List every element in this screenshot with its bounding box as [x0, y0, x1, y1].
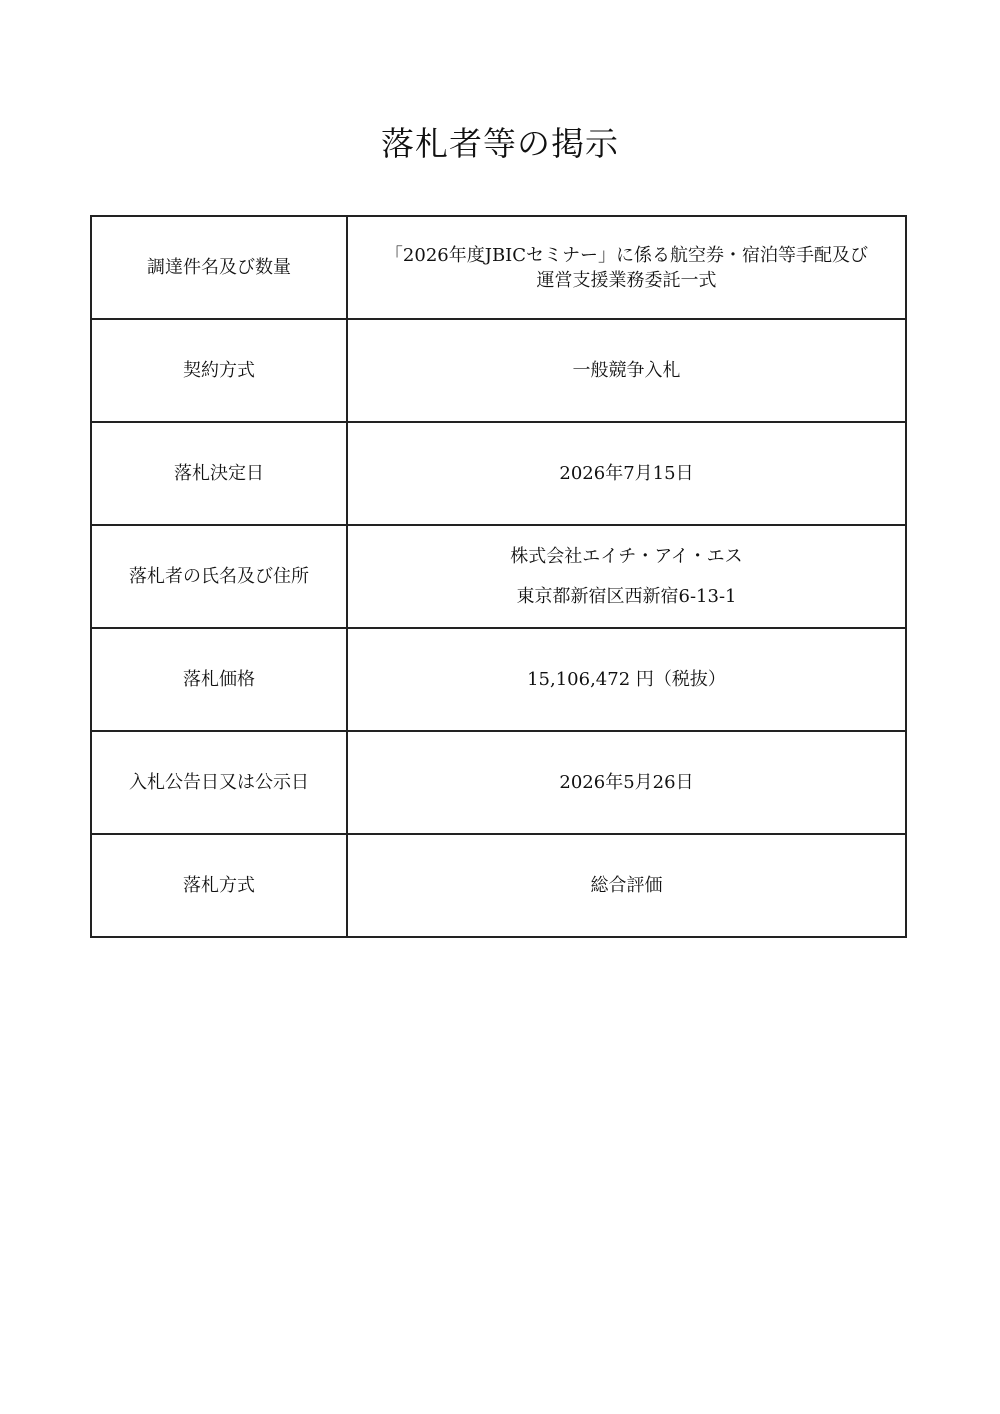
value-award-date: 2026年7月15日	[347, 422, 906, 525]
label-award-date: 落札決定日	[91, 422, 347, 525]
notice-table	[90, 215, 907, 938]
table-row-contract-method	[91, 319, 906, 422]
label-procurement-subject: 調達件名及び数量	[91, 216, 347, 319]
value-contract-method: 一般競争入札	[347, 319, 906, 422]
value-procurement-subject-line-2: 運営支援業務委託一式	[536, 269, 717, 291]
value-announcement-date: 2026年5月26日	[347, 731, 906, 834]
value-winner	[347, 525, 906, 628]
label-contract-method: 契約方式	[91, 319, 347, 422]
label-award-price: 落札価格	[91, 628, 347, 731]
table-row-announcement-date	[91, 731, 906, 834]
table-row-procurement-subject	[91, 216, 906, 319]
value-procurement-subject	[347, 216, 906, 319]
value-award-method: 総合評価	[347, 834, 906, 937]
label-announcement-date: 入札公告日又は公示日	[91, 731, 347, 834]
winner-spacer	[354, 569, 899, 584]
value-procurement-subject-line-1: 「2026年度JBICセミナー」に係る航空券・宿泊等手配及び	[384, 244, 869, 266]
page-title: 落札者等の掲示	[381, 124, 619, 163]
table-row-award-price	[91, 628, 906, 731]
value-award-price: 15,106,472 円（税抜）	[347, 628, 906, 731]
table-row-award-method	[91, 834, 906, 937]
table-row-award-date	[91, 422, 906, 525]
winner-address: 東京都新宿区西新宿6-13-1	[516, 586, 737, 607]
label-award-method: 落札方式	[91, 834, 347, 937]
table-row-winner	[91, 525, 906, 628]
winner-name: 株式会社エイチ・アイ・エス	[510, 546, 743, 567]
label-winner: 落札者の氏名及び住所	[91, 525, 347, 628]
